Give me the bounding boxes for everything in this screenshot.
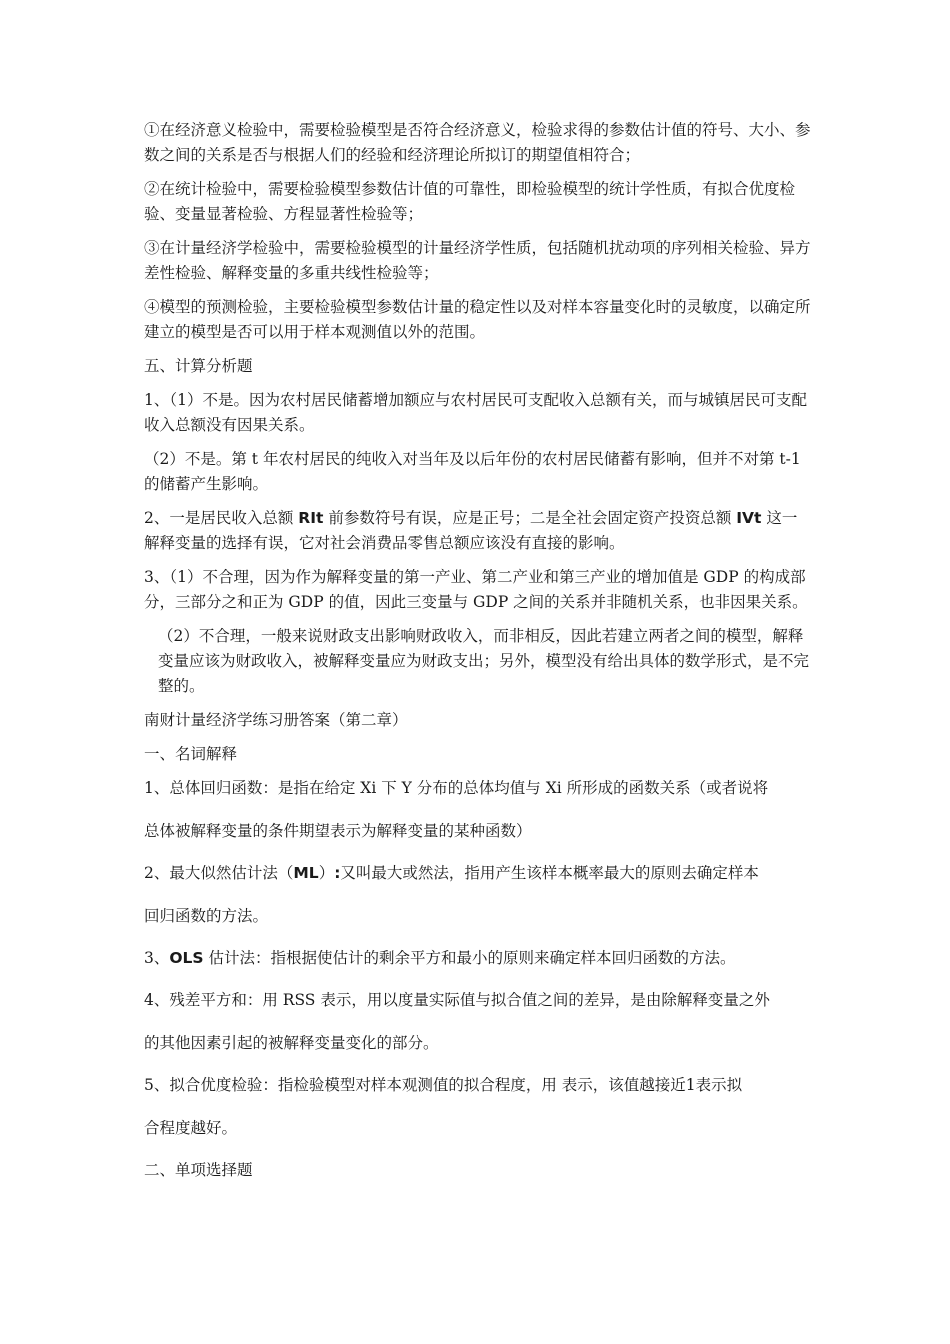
- paragraph-econometric-check: ③在计量经济学检验中，需要检验模型的计量经济学性质，包括随机扰动项的序列相关检验、异方差性检验、解释变量的多重共线性检验等；: [144, 239, 811, 282]
- section-heading-terms: 一、名词解释: [144, 745, 238, 763]
- term-ml: ML: [293, 864, 319, 882]
- section-heading-calculation: 五、计算分析题: [144, 357, 253, 375]
- definition-1: 1、总体回归函数：是指在给定 Xi 下 Y 分布的总体均值与 Xi 所形成的函数关系（或者说将 总体被解释变量的条件期望表示为解释变量的某种函数）: [144, 779, 769, 840]
- term-ols: OLS: [169, 949, 204, 967]
- answer-3-1: 3、（1）不合理，因为作为解释变量的第一产业、第二产业和第三产业的增加值是 GDP 的构成部分，三部分之和正为 GDP 的值，因此三变量与 GDP 之间的关系并非随机关系，也非因果关系。: [144, 568, 808, 611]
- answer-1-1: 1、（1）不是。因为农村居民储蓄增加额应与农村居民可支配收入总额有关，而与城镇居民可支配收入总额没有因果关系。: [144, 391, 807, 434]
- definition-5: 5、拟合优度检验：指检验模型对样本观测值的拟合程度，用 表示，该值越接近1表示拟 合程度越好。: [144, 1076, 743, 1137]
- paragraph-forecast-check: ④模型的预测检验，主要检验模型参数估计量的稳定性以及对样本容量变化时的灵敏度，以确定所建立的模型是否可以用于样本观测值以外的范围。: [144, 298, 811, 341]
- definition-3: 3、OLS 估计法：指根据使估计的剩余平方和最小的原则来确定样本回归函数的方法。: [144, 949, 736, 967]
- document-body: [144, 118, 812, 1192]
- answer-2: 2、一是居民收入总额 RIt 前参数符号有误，应是正号；二是全社会固定资产投资总额 IVt 这一解释变量的选择有误，它对社会消费品零售总额应该没有直接的影响。: [144, 509, 798, 552]
- definition-4: 4、残差平方和：用 RSS 表示，用以度量实际值与拟合值之间的差异，是由除解释变量之外 的其他因素引起的被解释变量变化的部分。: [144, 991, 770, 1052]
- var-ivt: IVt: [736, 509, 762, 527]
- var-rit: RIt: [298, 509, 324, 527]
- chapter-heading: 南财计量经济学练习册答案（第二章）: [144, 711, 408, 729]
- answer-1-2: （2）不是。第 t 年农村居民的纯收入对当年及以后年份的农村居民储蓄有影响，但并不对第 t-1的储蓄产生影响。: [144, 450, 801, 493]
- answer-3-2: （2）不合理，一般来说财政支出影响财政收入，而非相反，因此若建立两者之间的模型，解释变量应该为财政收入，被解释变量应为财政支出；另外，模型没有给出具体的数学形式，是不完整的。: [158, 627, 810, 695]
- section-heading-single-choice: 二、单项选择题: [144, 1161, 253, 1179]
- definition-2: 2、最大似然估计法（ML）:又叫最大或然法，指用产生该样本概率最大的原则去确定样本 回归函数的方法。: [144, 864, 759, 925]
- paragraph-statistical-check: ②在统计检验中，需要检验模型参数估计值的可靠性，即检验模型的统计学性质，有拟合优度检验、变量显著检验、方程显著性检验等；: [144, 180, 796, 223]
- paragraph-economic-check: ①在经济意义检验中，需要检验模型是否符合经济意义，检验求得的参数估计值的符号、大小、参数之间的关系是否与根据人们的经验和经济理论所拟订的期望值相符合；: [144, 121, 811, 164]
